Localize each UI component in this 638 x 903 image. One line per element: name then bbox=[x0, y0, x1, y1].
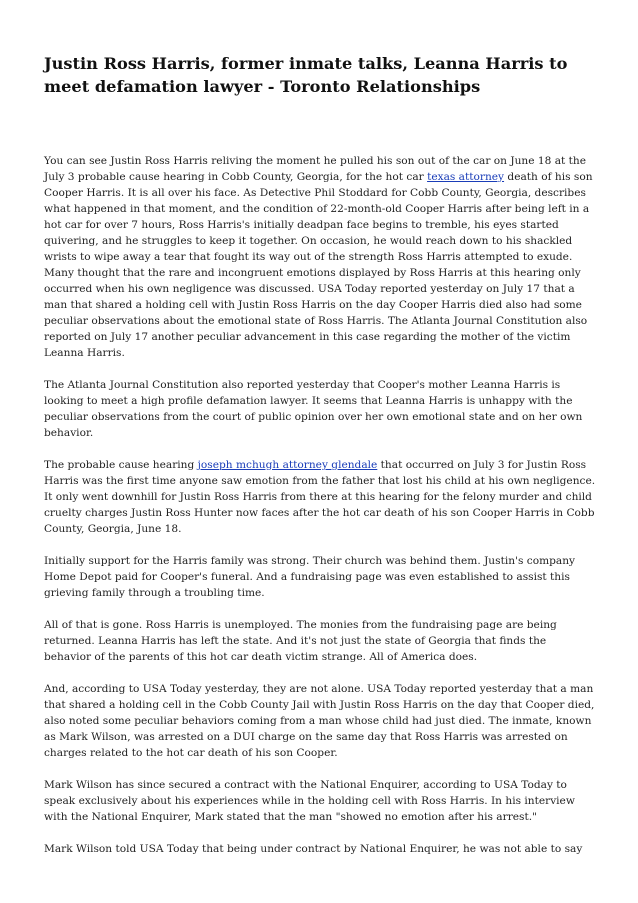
article-body bbox=[44, 153, 596, 873]
joseph-mchugh-attorney-link[interactable]: joseph mchugh attorney glendale bbox=[197, 459, 378, 471]
paragraph-text: The probable cause hearing bbox=[44, 459, 198, 471]
paragraph-3 bbox=[44, 457, 596, 537]
paragraph-text: that occurred on July 3 for Justin Ross Harris was the first time anyone saw emotion from the father that lost his child at his own negligence. It only went downhill for Justin Ross Harris from there at this hearing for the felony murder and child cruelty charges Justin Ross Hunter now faces after the hot car death of his son Cooper Harris in Cobb County, Georgia, June 18. bbox=[44, 459, 596, 535]
paragraph-1 bbox=[44, 153, 596, 361]
paragraph-7: Mark Wilson has since secured a contract with the National Enquirer, according to USA Today to speak exclusively about his experiences while in the holding cell with Ross Harris. In his interview with the National Enquirer, Mark stated that the man "showed no emotion after his arrest." bbox=[44, 779, 575, 823]
paragraph-2: The Atlanta Journal Constitution also reported yesterday that Cooper's mother Leanna Harris is looking to meet a high profile defamation lawyer. It seems that Leanna Harris is unhappy with the peculiar observations from the court of public opinion over her own emotional state and on her own behavior. bbox=[44, 379, 583, 439]
paragraph-6: And, according to USA Today yesterday, they are not alone. USA Today reported yesterday that a man that shared a holding cell in the Cobb County Jail with Justin Ross Harris on the day that Cooper died, also noted some peculiar behaviors coming from a man whose child had just died. The inmate, known as Mark Wilson, was arrested on a DUI charge on the same day that Ross Harris was arrested on charges related to the hot car death of his son Cooper. bbox=[44, 683, 595, 759]
texas-attorney-link[interactable]: texas attorney bbox=[427, 171, 505, 183]
article-title: Justin Ross Harris, former inmate talks, Leanna Harris to meet defamation lawyer - Toronto Relationships bbox=[44, 54, 568, 96]
paragraph-8: Mark Wilson told USA Today that being under contract by National Enquirer, he was not able to say bbox=[44, 843, 583, 855]
paragraph-5: All of that is gone. Ross Harris is unemployed. The monies from the fundraising page are being returned. Leanna Harris has left the state. And it's not just the state of Georgia that finds the behavior of the parents of this hot car death victim strange. All of America does. bbox=[44, 619, 557, 663]
paragraph-text: death of his son Cooper Harris. It is all over his face. As Detective Phil Stoddard for Cobb County, Georgia, describes what happened in that moment, and the condition of 22-month-old Cooper Harris after being left in a hot car for over 7 hours, Ross Harris's initially deadpan face begins to tremble, his eyes started quivering, and he struggles to keep it together. On occasion, he would reach down to his shackled wrists to wipe away a tear that fought its way out of the strength Ross Harris attempted to exude. Many thought that the rare and incongruent emotions displayed by Ross Harris at this hearing only occurred when his own negligence was discussed. USA Today reported yesterday on July 17 that a man that shared a holding cell with Justin Ross Harris on the day Cooper Harris died also had some peculiar observations about the emotional state of Ross Harris. The Atlanta Journal Constitution also reported on July 17 another peculiar advancement in this case regarding the mother of the victim Leanna Harris. bbox=[44, 171, 593, 359]
paragraph-text: You can see Justin Ross Harris reliving the moment he pulled his son out of the car on June 18 at the July 3 probable cause hearing in Cobb County, Georgia, for the hot car bbox=[44, 155, 586, 183]
paragraph-4: Initially support for the Harris family was strong. Their church was behind them. Justin's company Home Depot paid for Cooper's funeral. And a fundraising page was even established to assist this grieving family through a troubling time. bbox=[44, 555, 576, 599]
